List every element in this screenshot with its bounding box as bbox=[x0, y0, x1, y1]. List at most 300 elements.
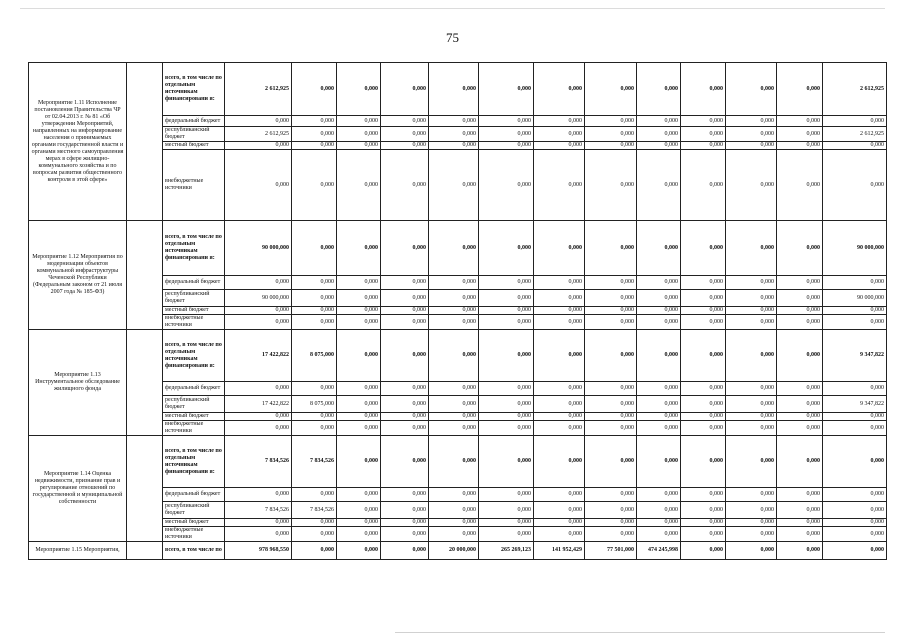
value-cell: 0,000 bbox=[681, 396, 726, 413]
value-cell: 0,000 bbox=[777, 502, 823, 519]
value-cell: 0,000 bbox=[479, 488, 534, 502]
table-row-total bbox=[29, 436, 887, 488]
value-cell: 0,000 bbox=[585, 221, 637, 276]
value-cell: 0,000 bbox=[534, 519, 585, 527]
funding-source-cell: федеральный бюджет bbox=[163, 488, 225, 502]
value-cell: 0,000 bbox=[726, 127, 777, 142]
value-cell: 0,000 bbox=[381, 116, 429, 127]
value-cell: 0,000 bbox=[777, 142, 823, 150]
value-cell: 0,000 bbox=[726, 396, 777, 413]
value-cell: 0,000 bbox=[429, 315, 479, 330]
value-cell: 0,000 bbox=[337, 150, 381, 221]
value-cell: 0,000 bbox=[292, 63, 337, 116]
value-cell: 90 000,000 bbox=[225, 221, 292, 276]
value-cell: 0,000 bbox=[777, 382, 823, 396]
value-cell: 0,000 bbox=[429, 63, 479, 116]
value-cell: 0,000 bbox=[823, 542, 887, 560]
value-cell: 0,000 bbox=[777, 542, 823, 560]
value-cell: 0,000 bbox=[585, 421, 637, 436]
funding-source-cell: местный бюджет bbox=[163, 307, 225, 315]
budget-table bbox=[28, 62, 887, 560]
value-cell: 0,000 bbox=[381, 307, 429, 315]
value-cell: 17 422,822 bbox=[225, 396, 292, 413]
value-cell: 0,000 bbox=[585, 527, 637, 542]
value-cell: 0,000 bbox=[381, 63, 429, 116]
value-cell: 0,000 bbox=[337, 315, 381, 330]
value-cell: 0,000 bbox=[292, 142, 337, 150]
value-cell: 0,000 bbox=[823, 307, 887, 315]
value-cell: 0,000 bbox=[637, 221, 681, 276]
value-cell: 0,000 bbox=[337, 127, 381, 142]
value-cell: 978 968,550 bbox=[225, 542, 292, 560]
value-cell: 0,000 bbox=[429, 221, 479, 276]
value-cell: 9 347,822 bbox=[823, 330, 887, 382]
value-cell: 0,000 bbox=[292, 221, 337, 276]
value-cell: 0,000 bbox=[534, 502, 585, 519]
value-cell: 0,000 bbox=[337, 502, 381, 519]
value-cell: 0,000 bbox=[429, 527, 479, 542]
value-cell: 0,000 bbox=[726, 276, 777, 290]
value-cell: 0,000 bbox=[429, 396, 479, 413]
value-cell: 0,000 bbox=[637, 413, 681, 421]
value-cell: 0,000 bbox=[534, 488, 585, 502]
funding-source-cell: республиканский бюджет bbox=[163, 396, 225, 413]
value-cell: 8 075,000 bbox=[292, 330, 337, 382]
value-cell: 265 269,123 bbox=[479, 542, 534, 560]
value-cell: 0,000 bbox=[823, 436, 887, 488]
value-cell: 0,000 bbox=[479, 382, 534, 396]
value-cell: 0,000 bbox=[726, 527, 777, 542]
value-cell: 0,000 bbox=[479, 413, 534, 421]
value-cell: 0,000 bbox=[681, 307, 726, 315]
value-cell: 0,000 bbox=[823, 527, 887, 542]
value-cell: 0,000 bbox=[337, 542, 381, 560]
value-cell: 7 834,526 bbox=[292, 502, 337, 519]
funding-source-cell: всего, в том числе по отдельным источникам финансировани я: bbox=[163, 221, 225, 276]
value-cell: 0,000 bbox=[534, 382, 585, 396]
value-cell: 0,000 bbox=[726, 382, 777, 396]
value-cell: 0,000 bbox=[637, 127, 681, 142]
value-cell: 0,000 bbox=[726, 315, 777, 330]
value-cell: 0,000 bbox=[381, 488, 429, 502]
value-cell: 0,000 bbox=[777, 116, 823, 127]
value-cell: 0,000 bbox=[429, 150, 479, 221]
value-cell: 0,000 bbox=[585, 436, 637, 488]
empty-cell bbox=[127, 436, 163, 542]
value-cell: 7 834,526 bbox=[225, 502, 292, 519]
value-cell: 0,000 bbox=[777, 63, 823, 116]
value-cell: 0,000 bbox=[534, 527, 585, 542]
value-cell: 0,000 bbox=[585, 276, 637, 290]
value-cell: 0,000 bbox=[429, 421, 479, 436]
value-cell: 0,000 bbox=[681, 276, 726, 290]
funding-source-cell: республиканский бюджет bbox=[163, 290, 225, 307]
measure-name-cell: Мероприятие 1.15 Мероприятия, bbox=[29, 542, 127, 560]
value-cell: 0,000 bbox=[381, 276, 429, 290]
value-cell: 0,000 bbox=[726, 413, 777, 421]
value-cell: 0,000 bbox=[337, 396, 381, 413]
value-cell: 0,000 bbox=[479, 142, 534, 150]
value-cell: 0,000 bbox=[637, 421, 681, 436]
value-cell: 0,000 bbox=[637, 315, 681, 330]
value-cell: 7 834,526 bbox=[292, 436, 337, 488]
value-cell: 0,000 bbox=[429, 116, 479, 127]
value-cell: 0,000 bbox=[585, 116, 637, 127]
value-cell: 0,000 bbox=[381, 315, 429, 330]
value-cell: 0,000 bbox=[637, 527, 681, 542]
value-cell: 2 612,925 bbox=[823, 63, 887, 116]
value-cell: 0,000 bbox=[726, 142, 777, 150]
budget-table-body bbox=[29, 63, 887, 560]
value-cell: 0,000 bbox=[637, 330, 681, 382]
value-cell: 0,000 bbox=[777, 519, 823, 527]
value-cell: 0,000 bbox=[585, 396, 637, 413]
value-cell: 0,000 bbox=[534, 276, 585, 290]
value-cell: 0,000 bbox=[681, 527, 726, 542]
value-cell: 0,000 bbox=[429, 488, 479, 502]
value-cell: 0,000 bbox=[292, 127, 337, 142]
value-cell: 0,000 bbox=[292, 519, 337, 527]
value-cell: 0,000 bbox=[292, 276, 337, 290]
value-cell: 0,000 bbox=[381, 421, 429, 436]
value-cell: 0,000 bbox=[479, 63, 534, 116]
value-cell: 0,000 bbox=[823, 116, 887, 127]
value-cell: 0,000 bbox=[429, 519, 479, 527]
value-cell: 0,000 bbox=[823, 413, 887, 421]
value-cell: 17 422,822 bbox=[225, 330, 292, 382]
value-cell: 0,000 bbox=[585, 519, 637, 527]
value-cell: 0,000 bbox=[381, 519, 429, 527]
value-cell: 0,000 bbox=[292, 290, 337, 307]
value-cell: 0,000 bbox=[681, 488, 726, 502]
value-cell: 0,000 bbox=[381, 527, 429, 542]
value-cell: 0,000 bbox=[292, 542, 337, 560]
value-cell: 0,000 bbox=[337, 330, 381, 382]
value-cell: 0,000 bbox=[777, 330, 823, 382]
value-cell: 0,000 bbox=[681, 290, 726, 307]
value-cell: 0,000 bbox=[479, 150, 534, 221]
value-cell: 0,000 bbox=[637, 307, 681, 315]
value-cell: 0,000 bbox=[381, 290, 429, 307]
value-cell: 0,000 bbox=[585, 63, 637, 116]
value-cell: 0,000 bbox=[337, 63, 381, 116]
value-cell: 0,000 bbox=[225, 519, 292, 527]
value-cell: 0,000 bbox=[823, 150, 887, 221]
value-cell: 0,000 bbox=[777, 421, 823, 436]
funding-source-cell: внебюджетные источники bbox=[163, 315, 225, 330]
value-cell: 0,000 bbox=[381, 542, 429, 560]
value-cell: 0,000 bbox=[292, 527, 337, 542]
value-cell: 0,000 bbox=[777, 436, 823, 488]
value-cell: 0,000 bbox=[681, 330, 726, 382]
value-cell: 0,000 bbox=[585, 127, 637, 142]
scan-artifact-bottom bbox=[395, 632, 885, 633]
value-cell: 0,000 bbox=[225, 413, 292, 421]
funding-source-cell: федеральный бюджет bbox=[163, 382, 225, 396]
value-cell: 0,000 bbox=[534, 330, 585, 382]
value-cell: 0,000 bbox=[337, 221, 381, 276]
value-cell: 0,000 bbox=[429, 142, 479, 150]
value-cell: 0,000 bbox=[381, 396, 429, 413]
value-cell: 0,000 bbox=[637, 142, 681, 150]
value-cell: 0,000 bbox=[479, 527, 534, 542]
value-cell: 0,000 bbox=[726, 290, 777, 307]
value-cell: 0,000 bbox=[429, 276, 479, 290]
value-cell: 0,000 bbox=[429, 502, 479, 519]
value-cell: 0,000 bbox=[429, 382, 479, 396]
value-cell: 0,000 bbox=[585, 502, 637, 519]
value-cell: 0,000 bbox=[637, 63, 681, 116]
funding-source-cell: местный бюджет bbox=[163, 142, 225, 150]
value-cell: 0,000 bbox=[479, 502, 534, 519]
value-cell: 0,000 bbox=[823, 142, 887, 150]
value-cell: 0,000 bbox=[777, 396, 823, 413]
value-cell: 0,000 bbox=[479, 315, 534, 330]
value-cell: 0,000 bbox=[681, 221, 726, 276]
value-cell: 90 000,000 bbox=[225, 290, 292, 307]
value-cell: 0,000 bbox=[292, 382, 337, 396]
value-cell: 0,000 bbox=[726, 488, 777, 502]
value-cell: 0,000 bbox=[681, 436, 726, 488]
value-cell: 0,000 bbox=[681, 142, 726, 150]
value-cell: 0,000 bbox=[585, 307, 637, 315]
value-cell: 0,000 bbox=[381, 142, 429, 150]
value-cell: 0,000 bbox=[337, 382, 381, 396]
empty-cell bbox=[127, 542, 163, 560]
value-cell: 0,000 bbox=[225, 315, 292, 330]
value-cell: 0,000 bbox=[534, 142, 585, 150]
value-cell: 0,000 bbox=[637, 488, 681, 502]
value-cell: 0,000 bbox=[337, 436, 381, 488]
value-cell: 0,000 bbox=[534, 290, 585, 307]
value-cell: 0,000 bbox=[637, 382, 681, 396]
value-cell: 0,000 bbox=[381, 330, 429, 382]
value-cell: 0,000 bbox=[681, 315, 726, 330]
value-cell: 0,000 bbox=[337, 527, 381, 542]
value-cell: 0,000 bbox=[777, 276, 823, 290]
value-cell: 0,000 bbox=[534, 421, 585, 436]
value-cell: 0,000 bbox=[823, 315, 887, 330]
value-cell: 474 245,998 bbox=[637, 542, 681, 560]
value-cell: 0,000 bbox=[337, 276, 381, 290]
value-cell: 0,000 bbox=[726, 221, 777, 276]
value-cell: 0,000 bbox=[726, 150, 777, 221]
value-cell: 0,000 bbox=[479, 421, 534, 436]
value-cell: 0,000 bbox=[585, 488, 637, 502]
value-cell: 0,000 bbox=[225, 276, 292, 290]
value-cell: 0,000 bbox=[479, 116, 534, 127]
value-cell: 0,000 bbox=[681, 413, 726, 421]
value-cell: 0,000 bbox=[292, 488, 337, 502]
value-cell: 0,000 bbox=[534, 307, 585, 315]
value-cell: 0,000 bbox=[637, 436, 681, 488]
value-cell: 0,000 bbox=[726, 63, 777, 116]
value-cell: 0,000 bbox=[381, 436, 429, 488]
value-cell: 0,000 bbox=[381, 150, 429, 221]
measure-name-cell: Мероприятие 1.14 Оценка недвижимости, признание прав и регулирование отношений по государственной и муниципальной собственности bbox=[29, 436, 127, 542]
value-cell: 0,000 bbox=[637, 290, 681, 307]
value-cell: 0,000 bbox=[479, 330, 534, 382]
funding-source-cell: всего, в том числе по отдельным источникам финансировани я: bbox=[163, 436, 225, 488]
value-cell: 2 612,925 bbox=[225, 63, 292, 116]
funding-source-cell: всего, в том числе по bbox=[163, 542, 225, 560]
value-cell: 0,000 bbox=[823, 382, 887, 396]
value-cell: 8 075,000 bbox=[292, 396, 337, 413]
empty-cell bbox=[127, 221, 163, 330]
value-cell: 0,000 bbox=[337, 290, 381, 307]
value-cell: 0,000 bbox=[381, 502, 429, 519]
value-cell: 0,000 bbox=[726, 542, 777, 560]
value-cell: 0,000 bbox=[225, 382, 292, 396]
value-cell: 90 000,000 bbox=[823, 221, 887, 276]
value-cell: 0,000 bbox=[337, 142, 381, 150]
page-number: 75 bbox=[446, 30, 459, 45]
value-cell: 0,000 bbox=[585, 150, 637, 221]
value-cell: 0,000 bbox=[777, 307, 823, 315]
value-cell: 0,000 bbox=[681, 502, 726, 519]
funding-source-cell: внебюджетные источники bbox=[163, 527, 225, 542]
value-cell: 0,000 bbox=[777, 488, 823, 502]
value-cell: 0,000 bbox=[585, 290, 637, 307]
funding-source-cell: внебюджетные источники bbox=[163, 150, 225, 221]
funding-source-cell: внебюджетные источники bbox=[163, 421, 225, 436]
value-cell: 0,000 bbox=[637, 502, 681, 519]
value-cell: 0,000 bbox=[479, 396, 534, 413]
value-cell: 0,000 bbox=[681, 150, 726, 221]
value-cell: 0,000 bbox=[534, 413, 585, 421]
value-cell: 0,000 bbox=[429, 330, 479, 382]
value-cell: 0,000 bbox=[823, 276, 887, 290]
value-cell: 0,000 bbox=[534, 436, 585, 488]
measure-name-cell: Мероприятие 1.11 Исполнение постановления Правительства ЧР от 02.04.2013 г. № 81 «Об утверждении Мероприятий, направленных на информирование населения о принимаемых органами государственной власти и органами местного самоуправления мерах в сфере жилищно-коммунального хозяйства и по вопросам развития общественного контроля в этой сфере» bbox=[29, 63, 127, 221]
value-cell: 0,000 bbox=[823, 421, 887, 436]
value-cell: 0,000 bbox=[429, 307, 479, 315]
value-cell: 0,000 bbox=[777, 413, 823, 421]
value-cell: 2 612,925 bbox=[225, 127, 292, 142]
value-cell: 0,000 bbox=[637, 396, 681, 413]
value-cell: 0,000 bbox=[637, 276, 681, 290]
value-cell: 0,000 bbox=[534, 221, 585, 276]
value-cell: 0,000 bbox=[429, 413, 479, 421]
value-cell: 0,000 bbox=[225, 527, 292, 542]
value-cell: 0,000 bbox=[225, 488, 292, 502]
value-cell: 77 501,000 bbox=[585, 542, 637, 560]
value-cell: 0,000 bbox=[777, 221, 823, 276]
value-cell: 20 000,000 bbox=[429, 542, 479, 560]
value-cell: 0,000 bbox=[681, 542, 726, 560]
value-cell: 0,000 bbox=[429, 127, 479, 142]
value-cell: 0,000 bbox=[637, 519, 681, 527]
value-cell: 7 834,526 bbox=[225, 436, 292, 488]
value-cell: 0,000 bbox=[726, 502, 777, 519]
value-cell: 0,000 bbox=[225, 307, 292, 315]
funding-source-cell: местный бюджет bbox=[163, 519, 225, 527]
value-cell: 0,000 bbox=[726, 307, 777, 315]
value-cell: 0,000 bbox=[726, 421, 777, 436]
empty-cell bbox=[127, 330, 163, 436]
value-cell: 0,000 bbox=[292, 421, 337, 436]
value-cell: 0,000 bbox=[292, 116, 337, 127]
value-cell: 0,000 bbox=[777, 315, 823, 330]
value-cell: 0,000 bbox=[777, 527, 823, 542]
value-cell: 0,000 bbox=[777, 127, 823, 142]
value-cell: 0,000 bbox=[681, 382, 726, 396]
value-cell: 0,000 bbox=[726, 116, 777, 127]
value-cell: 0,000 bbox=[585, 413, 637, 421]
value-cell: 0,000 bbox=[777, 150, 823, 221]
value-cell: 0,000 bbox=[585, 330, 637, 382]
value-cell: 0,000 bbox=[292, 307, 337, 315]
value-cell: 0,000 bbox=[381, 221, 429, 276]
funding-source-cell: федеральный бюджет bbox=[163, 116, 225, 127]
value-cell: 0,000 bbox=[534, 396, 585, 413]
value-cell: 0,000 bbox=[479, 519, 534, 527]
value-cell: 0,000 bbox=[534, 150, 585, 221]
value-cell: 0,000 bbox=[681, 421, 726, 436]
value-cell: 0,000 bbox=[337, 421, 381, 436]
table-row-total bbox=[29, 330, 887, 382]
value-cell: 0,000 bbox=[681, 127, 726, 142]
value-cell: 0,000 bbox=[585, 142, 637, 150]
value-cell: 0,000 bbox=[479, 221, 534, 276]
value-cell: 0,000 bbox=[225, 142, 292, 150]
scan-artifact-top bbox=[20, 8, 885, 9]
value-cell: 0,000 bbox=[479, 436, 534, 488]
value-cell: 0,000 bbox=[479, 307, 534, 315]
value-cell: 0,000 bbox=[681, 63, 726, 116]
value-cell: 0,000 bbox=[726, 519, 777, 527]
value-cell: 0,000 bbox=[681, 519, 726, 527]
value-cell: 0,000 bbox=[726, 330, 777, 382]
value-cell: 90 000,000 bbox=[823, 290, 887, 307]
value-cell: 0,000 bbox=[337, 413, 381, 421]
funding-source-cell: республиканский бюджет bbox=[163, 502, 225, 519]
value-cell: 0,000 bbox=[292, 150, 337, 221]
value-cell: 0,000 bbox=[823, 488, 887, 502]
value-cell: 0,000 bbox=[479, 276, 534, 290]
table-row-total bbox=[29, 63, 887, 116]
funding-source-cell: местный бюджет bbox=[163, 413, 225, 421]
value-cell: 0,000 bbox=[726, 436, 777, 488]
value-cell: 0,000 bbox=[637, 150, 681, 221]
value-cell: 2 612,925 bbox=[823, 127, 887, 142]
funding-source-cell: федеральный бюджет bbox=[163, 276, 225, 290]
value-cell: 0,000 bbox=[681, 116, 726, 127]
value-cell: 0,000 bbox=[337, 488, 381, 502]
value-cell: 0,000 bbox=[292, 413, 337, 421]
value-cell: 0,000 bbox=[534, 315, 585, 330]
value-cell: 0,000 bbox=[381, 413, 429, 421]
measure-name-cell: Мероприятие 1.12 Мероприятия по модернизации объектов коммунальной инфраструктуры Чеченской Республики (Федеральным законом от 21 июля 2007 года № 185-ФЗ) bbox=[29, 221, 127, 330]
value-cell: 0,000 bbox=[534, 116, 585, 127]
funding-source-cell: всего, в том числе по отдельным источникам финансировани я: bbox=[163, 63, 225, 116]
value-cell: 0,000 bbox=[534, 63, 585, 116]
value-cell: 0,000 bbox=[337, 519, 381, 527]
value-cell: 0,000 bbox=[585, 382, 637, 396]
value-cell: 0,000 bbox=[429, 436, 479, 488]
value-cell: 0,000 bbox=[429, 290, 479, 307]
value-cell: 0,000 bbox=[225, 116, 292, 127]
measure-name-cell: Мероприятие 1.13 Инструментальное обследование жилищного фонда bbox=[29, 330, 127, 436]
value-cell: 0,000 bbox=[381, 382, 429, 396]
value-cell: 0,000 bbox=[534, 127, 585, 142]
value-cell: 0,000 bbox=[823, 519, 887, 527]
value-cell: 0,000 bbox=[381, 127, 429, 142]
empty-cell bbox=[127, 63, 163, 221]
value-cell: 0,000 bbox=[292, 315, 337, 330]
funding-source-cell: республиканский бюджет bbox=[163, 127, 225, 142]
value-cell: 0,000 bbox=[585, 315, 637, 330]
